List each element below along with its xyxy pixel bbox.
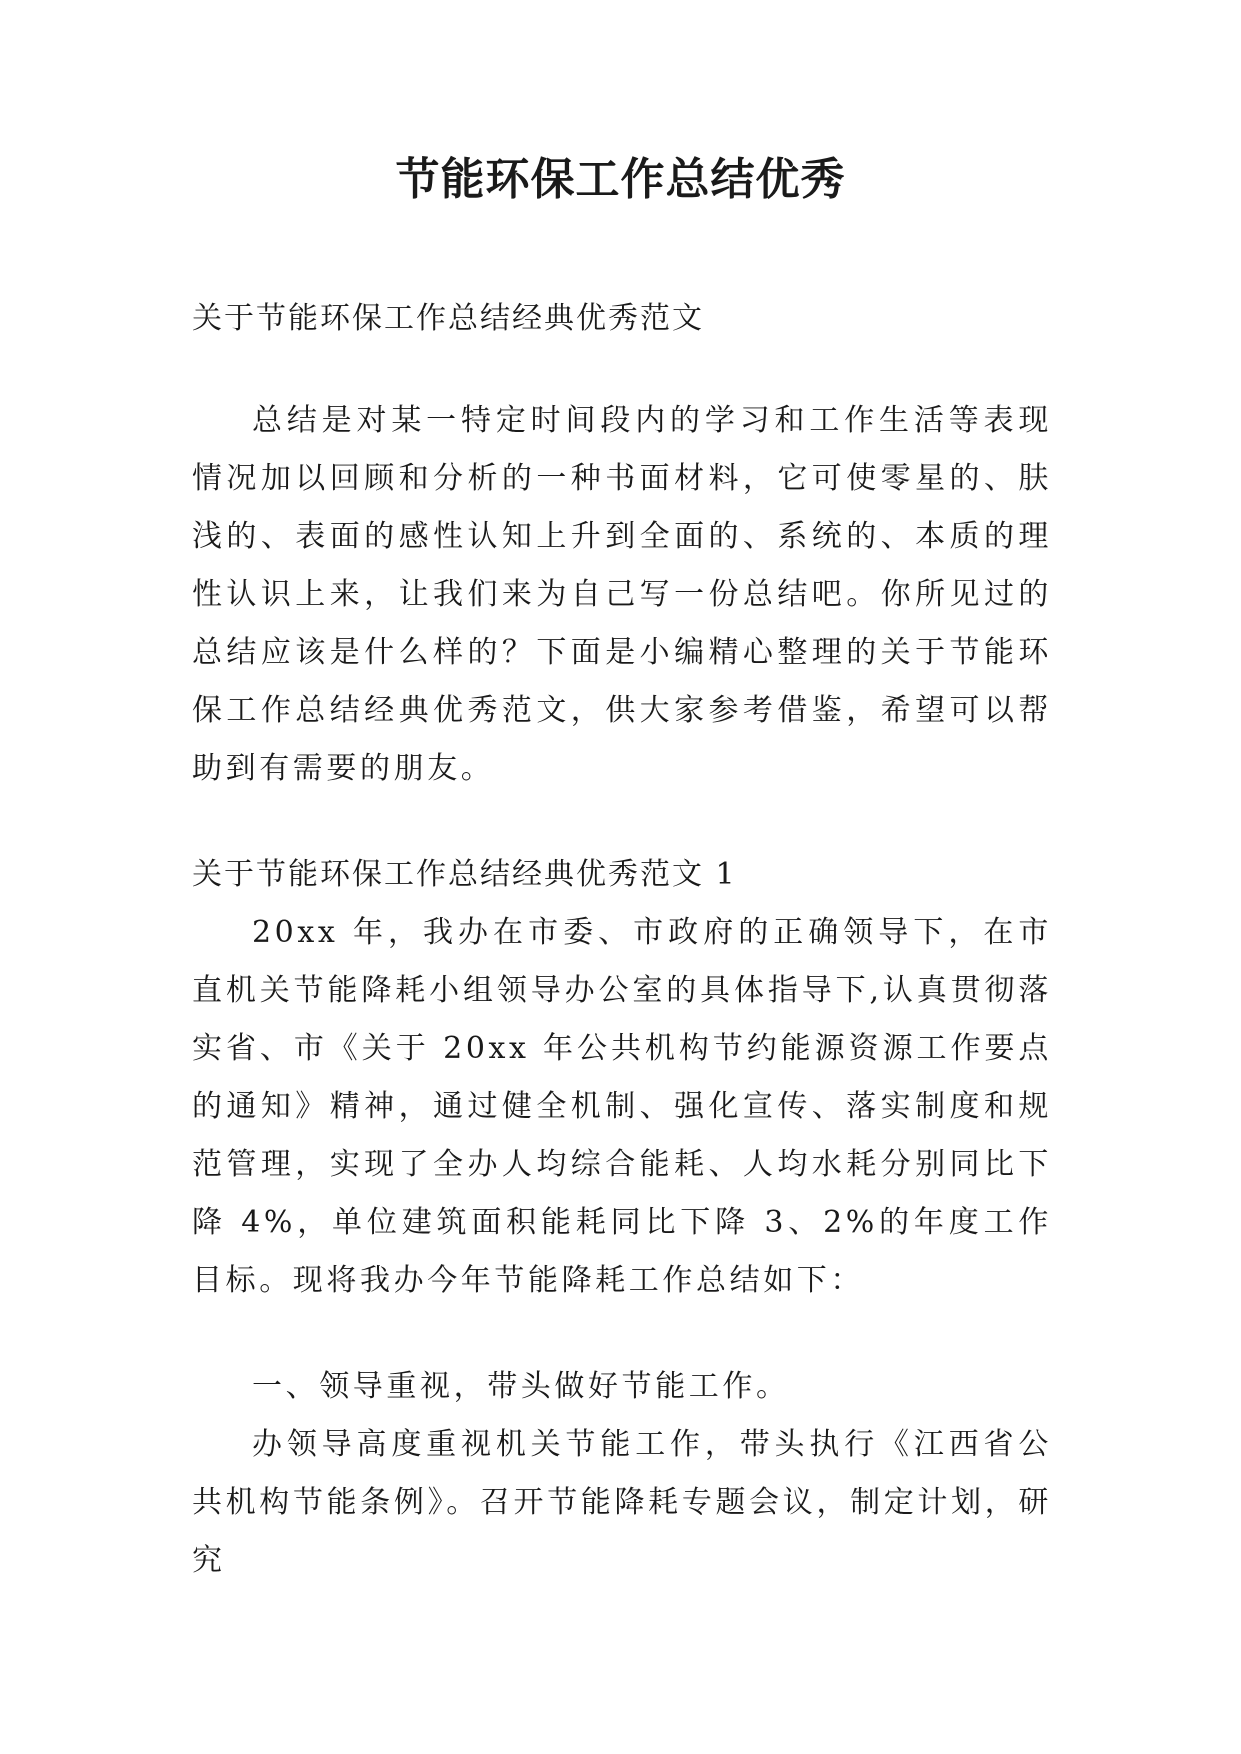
spacer	[192, 798, 1052, 846]
point-heading: 一、领导重视，带头做好节能工作。	[252, 1369, 790, 1404]
document-body	[192, 290, 1052, 1590]
spacer	[192, 1310, 1052, 1358]
subtitle: 关于节能环保工作总结经典优秀范文	[192, 301, 704, 336]
section-paragraph: 20xx 年，我办在市委、市政府的正确领导下，在市直机关节能降耗小组领导办公室的具体指导下,认真贯彻落实省、市《关于 20xx 年公共机构节约能源资源工作要点的通知》精神，通过健全机制、强化宣传、落实制度和规范管理，实现了全办人均综合能耗、人均水耗分别同比下降 4%，单位建筑面积能耗同比下降 3、2%的年度工作目标。现将我办今年节能降耗工作总结如下：	[192, 915, 1052, 1298]
document-title: 节能环保工作总结优秀	[395, 154, 846, 205]
intro-paragraph: 总结是对某一特定时间段内的学习和工作生活等表现情况加以回顾和分析的一种书面材料，它可使零星的、肤浅的、表面的感性认知上升到全面的、系统的、本质的理性认识上来，让我们来为自己写一份总结吧。你所见过的总结应该是什么样的？下面是小编精心整理的关于节能环保工作总结经典优秀范文，供大家参考借鉴，希望可以帮助到有需要的朋友。	[192, 403, 1052, 786]
point-paragraph: 办领导高度重视机关节能工作，带头执行《江西省公共机构节能条例》。召开节能降耗专题会议，制定计划，研究	[192, 1427, 1052, 1578]
section-heading: 关于节能环保工作总结经典优秀范文 1	[192, 857, 737, 892]
spacer	[192, 348, 1052, 392]
